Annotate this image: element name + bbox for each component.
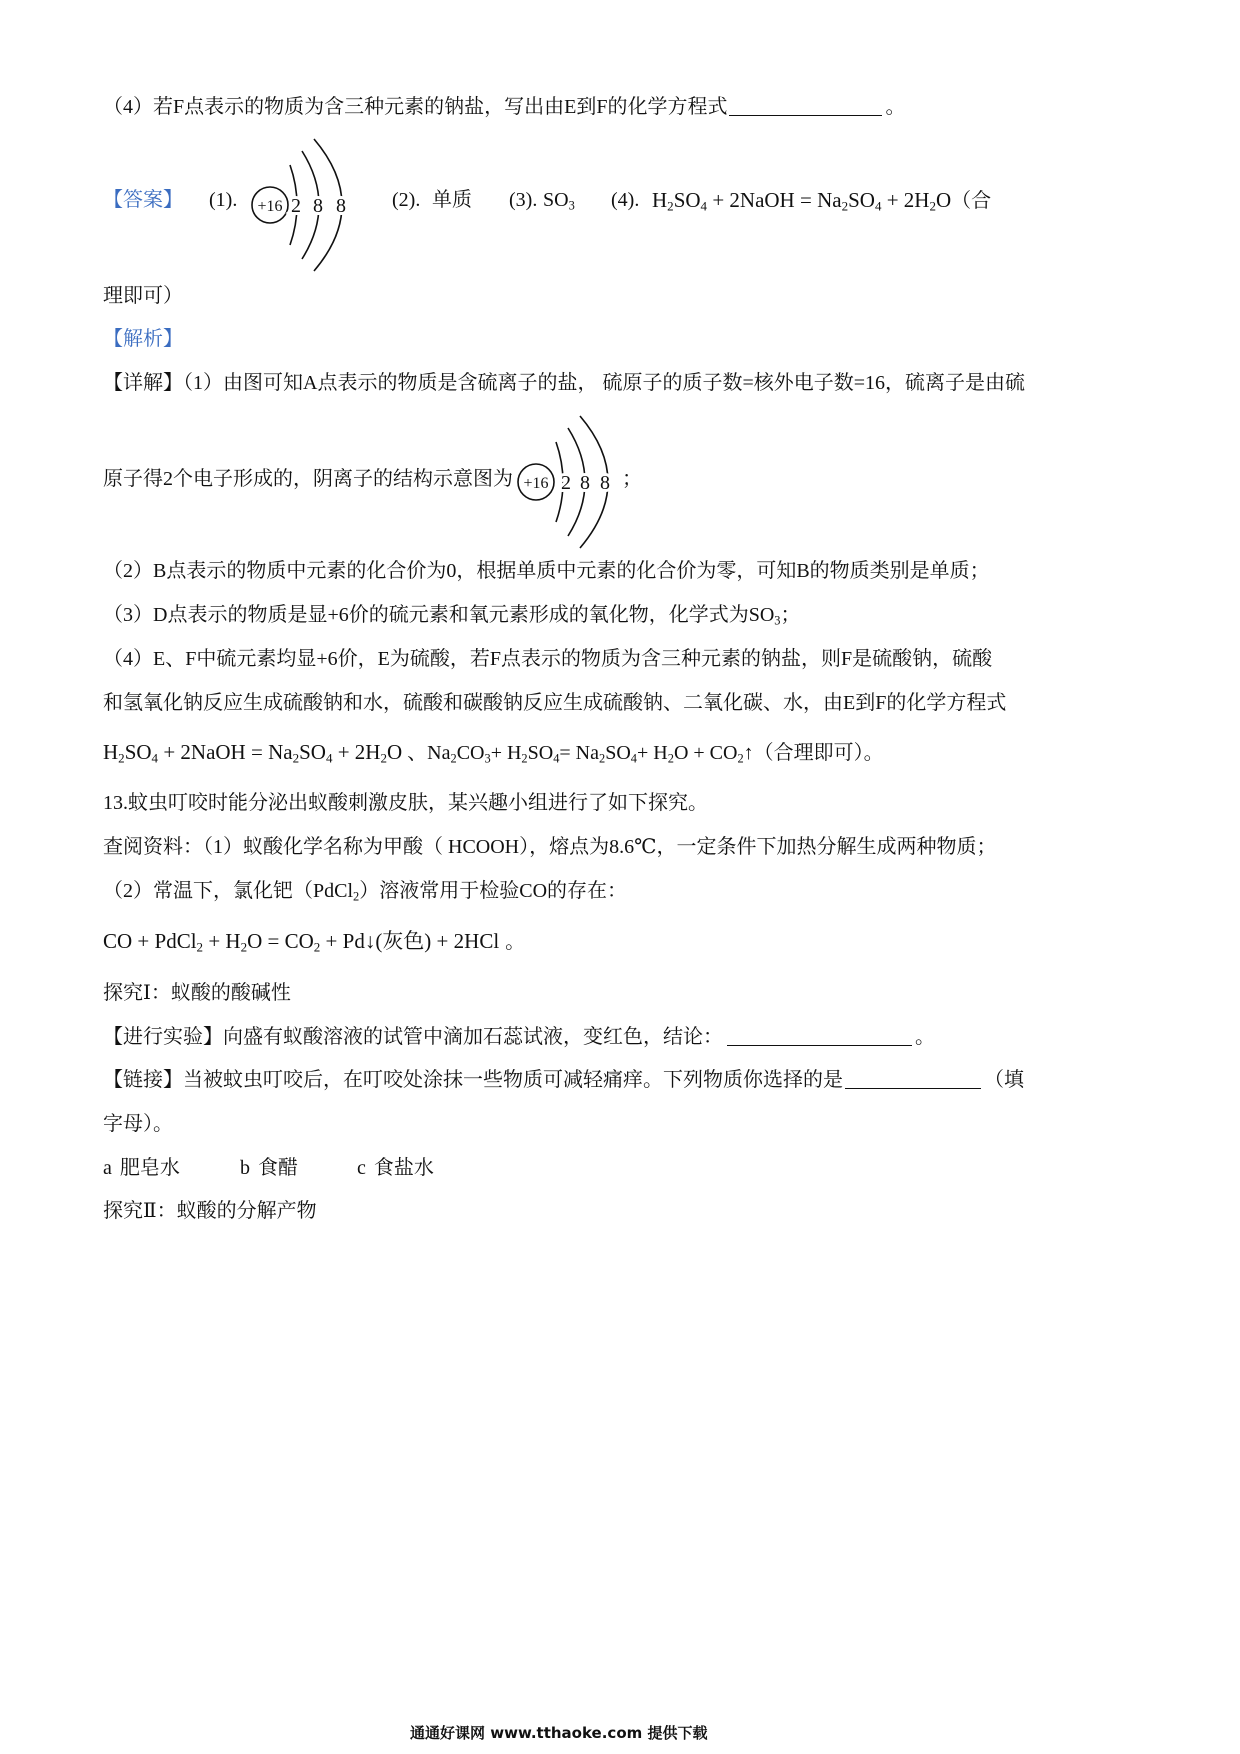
answer-item-3-number: (3). xyxy=(509,189,538,211)
answer-item-1-number: (1). xyxy=(209,189,238,211)
subscript: 4 xyxy=(630,751,637,766)
text-run: + 2H xyxy=(881,188,930,212)
text-run: （3）D点表示的物质是显+6价的硫元素和氧元素形成的氧化物，化学式为SO xyxy=(103,604,775,626)
paragraph-text: 字母）。 xyxy=(103,1113,173,1135)
option-text: 食盐水 xyxy=(373,1157,434,1179)
shell-electron-count: 8 xyxy=(600,472,610,494)
neutralization-equation xyxy=(103,740,402,764)
text-run: H xyxy=(103,740,119,764)
subscript: 4 xyxy=(874,198,882,214)
answer-item-4 xyxy=(652,186,991,215)
subscript: 3 xyxy=(484,751,491,766)
paragraph-text: 原子得2个电子形成的，阴离子的结构示意图为 xyxy=(103,468,513,490)
paragraph-text: 查阅资料：（1）蚁酸化学名称为甲酸（ HCOOH），熔点为8.6℃，一定条件下加热分解生成两种物质； xyxy=(103,836,997,858)
text-run: SO xyxy=(848,188,875,212)
shell-electron-count: 8 xyxy=(313,195,323,217)
subscript: 4 xyxy=(553,751,560,766)
paragraph-text: （4）E、F中硫元素均显+6价，E为硫酸，若F点表示的物质为含三种元素的钠盐，则F是硫酸钠，硫酸 xyxy=(103,648,993,670)
subscript: 2 xyxy=(737,751,744,766)
analysis-paragraph-2 xyxy=(103,557,990,585)
subscript: 3 xyxy=(774,613,781,628)
text-run: SO xyxy=(124,740,152,764)
paragraph-text: 向盛有蚁酸溶液的试管中滴加石蕊试液，变红色，结论： xyxy=(223,1026,723,1048)
section-title: 探究Ⅰ：蚁酸的酸碱性 xyxy=(103,982,291,1004)
answer-item-4-number: (4). xyxy=(611,189,640,211)
shell-electron-count: 8 xyxy=(580,472,590,494)
paragraph-text: 和氢氧化钠反应生成硫酸钠和水，硫酸和碳酸钠反应生成硫酸钠、二氧化碳、水，由E到F的化学方程式 xyxy=(103,692,1007,714)
reference-material-1 xyxy=(103,833,997,861)
answer-item-4-equation xyxy=(652,188,951,212)
option-text: 肥皂水 xyxy=(119,1157,180,1179)
subscript: 2 xyxy=(292,750,300,766)
analysis-paragraph-4-continued xyxy=(103,689,1006,717)
shell-electron-count: 2 xyxy=(561,472,571,494)
text-run: O = CO xyxy=(247,929,314,953)
nucleus-charge: +16 xyxy=(257,198,283,215)
paragraph-text: 当被蚊虫叮咬后，在叮咬处涂抹一些物质可减轻痛痒。下列物质你选择的是 xyxy=(183,1069,843,1091)
text-run: SO xyxy=(673,188,701,212)
paragraph-text: （1）由图可知A点表示的物质是含硫离子的盐， 硫原子的质子数=核外电子数=16，硫离子是由硫 xyxy=(183,372,1026,394)
nucleus-charge: +16 xyxy=(523,475,549,492)
text-run: 、Na xyxy=(402,742,451,764)
subscript: 2 xyxy=(521,751,528,766)
reaction-equation-line xyxy=(103,927,525,955)
sulfide-ion-structure-diagram xyxy=(248,137,360,277)
option-letter: a xyxy=(103,1157,112,1179)
subscript: 2 xyxy=(599,751,606,766)
link-line-continued xyxy=(103,1110,173,1138)
option-text: 食醋 xyxy=(258,1157,298,1179)
subscript: 4 xyxy=(325,750,333,766)
sulfide-ion-structure-diagram xyxy=(514,414,626,554)
answer-item-2-text: 单质 xyxy=(432,189,472,211)
option-b xyxy=(240,1154,298,1182)
link-label: 【链接】 xyxy=(103,1069,183,1091)
inquiry-2-title xyxy=(103,1197,317,1225)
option-letter: b xyxy=(240,1157,250,1179)
experiment-line xyxy=(103,1023,935,1051)
text-run: SO xyxy=(527,742,554,764)
answer-item-3-formula xyxy=(543,186,575,214)
subscript: 4 xyxy=(700,198,708,214)
subscript: 2 xyxy=(240,939,248,955)
link-line xyxy=(103,1066,1024,1094)
text-run: + H xyxy=(637,742,668,764)
text-run: H xyxy=(652,188,668,212)
question-text: （4）若F点表示的物质为含三种元素的钠盐，写出由E到F的化学方程式 xyxy=(103,96,728,118)
text-run: SO xyxy=(543,189,569,211)
shell-electron-count: 2 xyxy=(291,195,301,217)
text-run: + Pd↓(灰色) + 2HCl xyxy=(320,929,500,953)
sentence-end: 。 xyxy=(915,1026,935,1048)
answer-item-4-tail: （合 xyxy=(951,190,992,212)
detail-label: 【详解】 xyxy=(103,372,183,394)
text-run: + 2NaOH = Na xyxy=(707,188,842,212)
option-c xyxy=(357,1154,434,1182)
subscript: 2 xyxy=(929,198,936,214)
question-12-part-4 xyxy=(103,93,905,121)
analysis-paragraph-1 xyxy=(103,369,1025,397)
subscript: 2 xyxy=(450,751,457,766)
answer-blank xyxy=(729,95,882,116)
question-13-stem xyxy=(103,789,708,817)
text-run: + H xyxy=(203,929,241,953)
analysis-equations xyxy=(103,738,884,766)
text-run: ↑（合理即可）。 xyxy=(743,742,884,764)
shell-electron-count: 8 xyxy=(336,195,346,217)
paragraph-text: （2）B点表示的物质中元素的化合价为0，根据单质中元素的化合价为零，可知B的物质类别是单质； xyxy=(103,560,990,582)
subscript: 2 xyxy=(841,198,849,214)
section-title: 探究Ⅱ：蚁酸的分解产物 xyxy=(103,1200,317,1222)
option-a xyxy=(103,1154,180,1182)
text-run: CO + PdCl xyxy=(103,929,197,953)
text-run: （2）常温下，氯化钯（PdCl xyxy=(103,880,354,902)
subscript: 2 xyxy=(667,198,674,214)
subscript: 2 xyxy=(353,889,360,904)
subscript: 4 xyxy=(151,750,159,766)
analysis-heading xyxy=(103,325,183,353)
reaction-equation xyxy=(103,929,499,953)
text-run: CO xyxy=(456,742,485,764)
option-letter: c xyxy=(357,1157,366,1179)
paragraph-text: （填 xyxy=(984,1069,1024,1091)
answer-blank xyxy=(727,1025,912,1046)
inquiry-1-title xyxy=(103,979,291,1007)
analysis-label: 【解析】 xyxy=(103,328,183,350)
text-run: ； xyxy=(780,604,801,626)
answer-item-2-number: (2). xyxy=(392,189,421,211)
text-run: O + CO xyxy=(673,742,738,764)
text-run: ）溶液常用于检验CO的存在： xyxy=(359,880,628,902)
text-run: SO xyxy=(605,742,631,764)
subscript: 2 xyxy=(313,939,321,955)
sentence-end: ； xyxy=(622,468,642,490)
answer-line-continued xyxy=(103,282,183,310)
carbonate-equation xyxy=(402,742,884,764)
page-footer: 通通好课网 www.tthaoke.com 提供下载 xyxy=(410,1724,708,1742)
experiment-label: 【进行实验】 xyxy=(103,1026,223,1048)
subscript: 2 xyxy=(380,750,387,766)
text-run: = Na xyxy=(559,742,600,764)
text-run: SO xyxy=(299,740,326,764)
question-text: 13.蚊虫叮咬时能分泌出蚁酸刺激皮肤，某兴趣小组进行了如下探究。 xyxy=(103,792,708,814)
subscript: 2 xyxy=(118,750,125,766)
text-run: + 2H xyxy=(332,740,381,764)
sentence-end: 。 xyxy=(505,931,526,953)
analysis-paragraph-3 xyxy=(103,601,801,629)
text-run: + H xyxy=(490,742,522,764)
answer-item-4-tail-continued: 理即可） xyxy=(103,285,183,307)
reference-material-2 xyxy=(103,877,627,905)
answer-line xyxy=(0,186,1240,214)
subscript: 2 xyxy=(196,939,204,955)
sentence-end: 。 xyxy=(885,96,906,118)
subscript: 3 xyxy=(568,198,575,213)
subscript: 2 xyxy=(667,751,674,766)
text-run: O xyxy=(935,188,952,212)
analysis-paragraph-4 xyxy=(103,645,992,673)
text-run: O xyxy=(386,740,403,764)
text-run: + 2NaOH = Na xyxy=(158,740,293,764)
answer-label: 【答案】 xyxy=(103,189,183,211)
answer-blank xyxy=(845,1068,981,1089)
